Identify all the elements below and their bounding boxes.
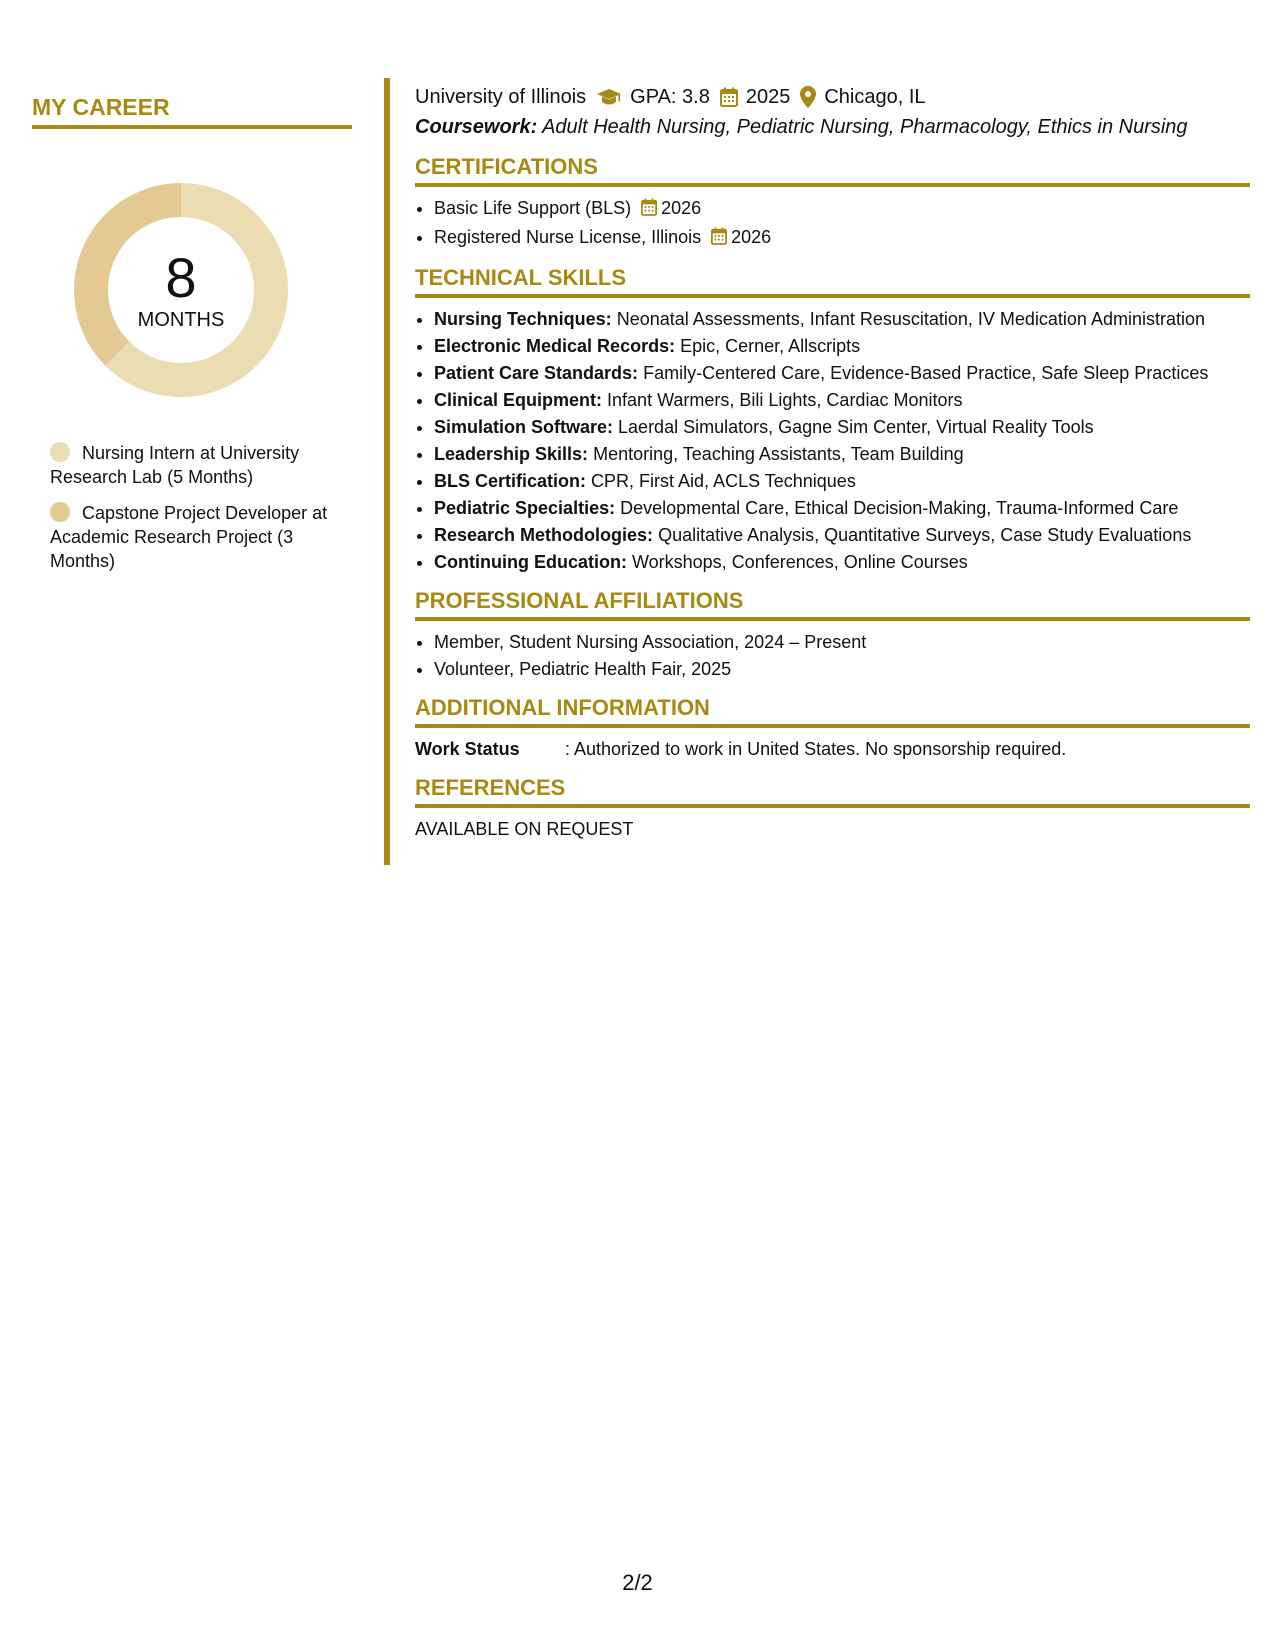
legend-dot: [50, 502, 70, 522]
skill-text: Epic, Cerner, Allscripts: [680, 336, 861, 356]
legend-text: Capstone Project Developer at Academic Research Project (3 Months): [50, 503, 328, 571]
skill-label: Nursing Techniques:: [434, 309, 612, 329]
gpa: GPA: 3.8: [630, 86, 710, 108]
career-legend: [50, 441, 340, 573]
calendar-icon: [641, 197, 657, 224]
references-section: [415, 775, 1250, 843]
skill-label: Clinical Equipment:: [434, 390, 603, 410]
skill-text: Workshops, Conferences, Online Courses: [631, 552, 968, 572]
skill-text: Family-Centered Care, Evidence-Based Practice, Safe Sleep Practices: [643, 363, 1209, 383]
main-content: [415, 82, 1250, 843]
coursework-text: Adult Health Nursing, Pediatric Nursing, Pharmacology, Ethics in Nursing: [542, 116, 1188, 138]
skill-text: Developmental Care, Ethical Decision-Making, Trauma-Informed Care: [620, 498, 1179, 518]
skill-label: Continuing Education:: [434, 552, 627, 572]
work-status-row: [415, 736, 1250, 763]
education-line: [415, 82, 1250, 112]
skill-text: Infant Warmers, Bili Lights, Cardiac Monitors: [607, 390, 963, 410]
list-item: [434, 468, 1250, 495]
donut-total-value: 8: [165, 245, 197, 309]
additional-info-section: [415, 695, 1250, 763]
skills-section: [415, 265, 1250, 576]
list-item: [434, 549, 1250, 576]
list-item: [434, 224, 1250, 253]
map-pin-icon: [800, 86, 816, 108]
references-text: AVAILABLE ON REQUEST: [415, 819, 634, 839]
skill-label: Leadership Skills:: [434, 444, 589, 464]
section-title: TECHNICAL SKILLS: [415, 265, 1250, 298]
work-status-value: : Authorized to work in United States. No sponsorship required.: [565, 739, 1067, 759]
cert-name: Basic Life Support (BLS): [434, 198, 632, 218]
list-item: [434, 522, 1250, 549]
career-sidebar: [32, 94, 352, 585]
coursework-label: Coursework:: [415, 116, 538, 138]
list-item: [434, 441, 1250, 468]
column-divider: [384, 78, 390, 865]
skills-list: [415, 306, 1250, 576]
list-item: [434, 414, 1250, 441]
certifications-section: [415, 154, 1250, 253]
list-item: • Volunteer, Pediatric Health Fair, 2025: [434, 656, 1250, 683]
list-item: [434, 495, 1250, 522]
legend-text: Nursing Intern at University Research Lab (5 Months): [50, 443, 300, 487]
skill-label: Patient Care Standards:: [434, 363, 639, 383]
certifications-list: [415, 195, 1250, 253]
skill-text: Qualitative Analysis, Quantitative Surveys, Case Study Evaluations: [658, 525, 1192, 545]
donut-center: [66, 175, 296, 405]
skill-label: Pediatric Specialties:: [434, 498, 616, 518]
career-heading: MY CAREER: [32, 94, 352, 129]
list-item: [434, 387, 1250, 414]
skill-label: Electronic Medical Records:: [434, 336, 676, 356]
donut-unit-label: MONTHS: [137, 308, 225, 331]
section-title: CERTIFICATIONS: [415, 154, 1250, 187]
section-title: ADDITIONAL INFORMATION: [415, 695, 1250, 728]
skill-text: Mentoring, Teaching Assistants, Team Building: [593, 444, 964, 464]
list-item: [434, 195, 1250, 224]
list-item: [434, 360, 1250, 387]
page-number: 2/2: [622, 1570, 653, 1595]
school-name: University of Illinois: [415, 86, 587, 108]
career-donut-chart: [66, 175, 296, 405]
skill-label: BLS Certification:: [434, 471, 587, 491]
calendar-icon: [711, 226, 727, 253]
skill-text: CPR, First Aid, ACLS Techniques: [591, 471, 856, 491]
list-item: • Member, Student Nursing Association, 2024 – Present: [434, 629, 1250, 656]
skill-label: Research Methodologies:: [434, 525, 654, 545]
legend-item: [50, 441, 340, 489]
section-title: PROFESSIONAL AFFILIATIONS: [415, 588, 1250, 621]
legend-item: [50, 501, 340, 573]
cert-year: 2026: [731, 227, 772, 247]
location: Chicago, IL: [824, 86, 926, 108]
calendar-icon: [720, 87, 738, 107]
section-title: REFERENCES: [415, 775, 1250, 808]
cert-year: 2026: [661, 198, 702, 218]
list-item: [434, 306, 1250, 333]
skill-label: Simulation Software:: [434, 417, 614, 437]
coursework-line: [415, 112, 1250, 142]
affiliations-list: [415, 629, 1250, 683]
skill-text: Neonatal Assessments, Infant Resuscitation, IV Medication Administration: [616, 309, 1205, 329]
skill-text: Laerdal Simulators, Gagne Sim Center, Virtual Reality Tools: [618, 417, 1094, 437]
graduation-cap-icon: [596, 87, 622, 107]
graduation-year: 2025: [745, 86, 791, 108]
cert-name: Registered Nurse License, Illinois: [434, 227, 702, 247]
list-item: [434, 333, 1250, 360]
work-status-label: Work Status: [415, 739, 520, 759]
affiliations-section: [415, 588, 1250, 683]
legend-dot: [50, 442, 70, 462]
